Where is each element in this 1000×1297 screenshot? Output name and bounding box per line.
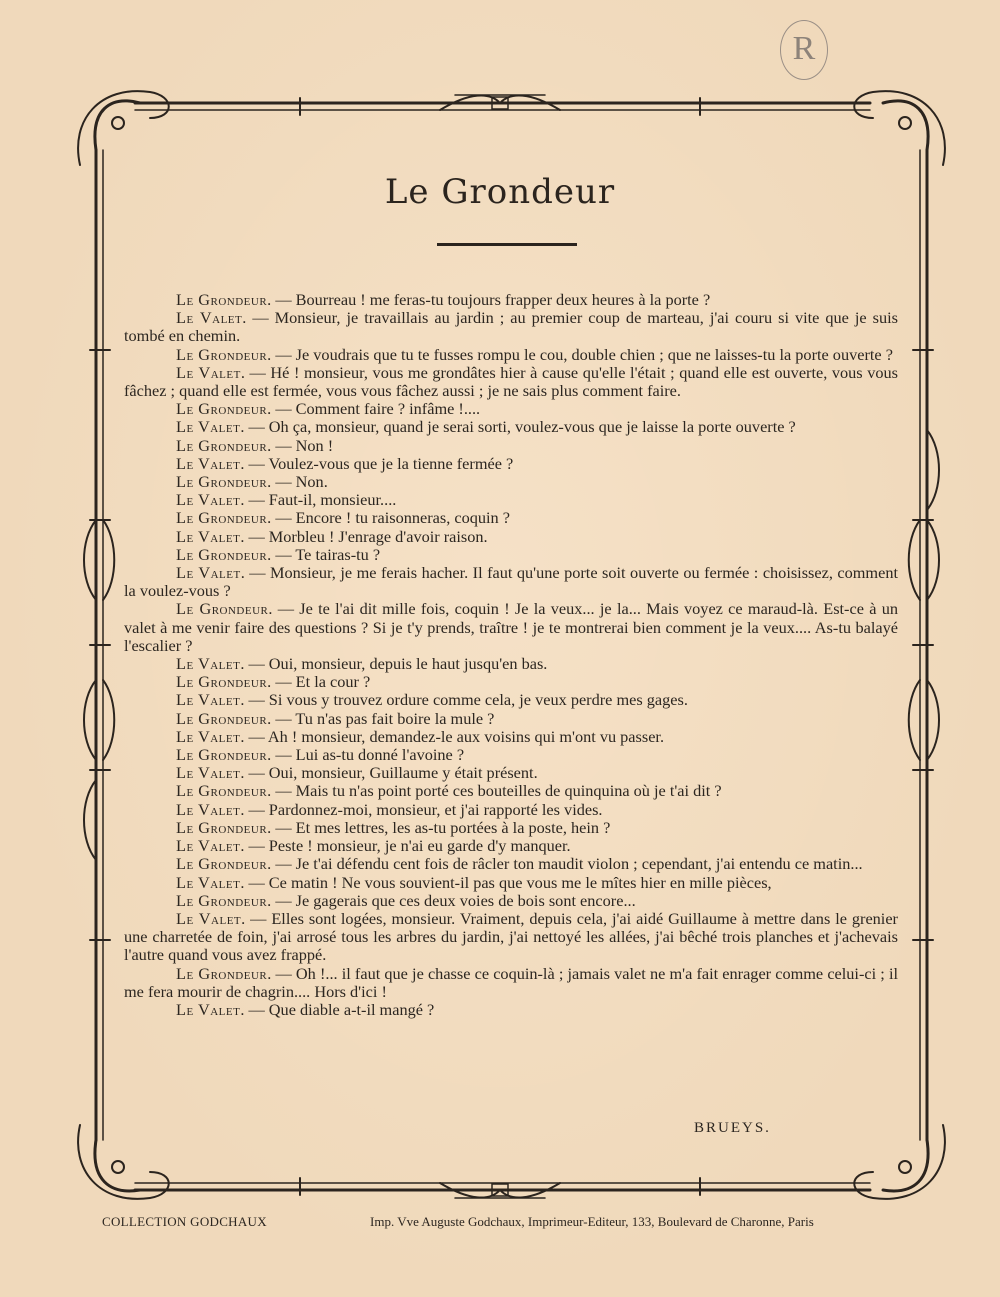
dialogue-line — [124, 837, 898, 855]
speaker-name: Le Valet — [176, 999, 241, 1019]
dialogue-line — [124, 346, 898, 364]
line-text: . — Je t'ai défendu cent fois de râcler ton maudit violon ; cependant, j'ai entendu ce matin... — [267, 854, 863, 874]
speaker-name: Le Valet — [176, 526, 241, 546]
dialogue-line — [124, 491, 898, 509]
speaker-name: Le Grondeur — [176, 672, 268, 692]
line-text: . — Ah ! monsieur, demandez-le aux voisins qui m'ont vu passer. — [240, 726, 665, 746]
line-text: . — Te tairas-tu ? — [267, 544, 381, 564]
dialogue-line — [124, 546, 898, 564]
line-text: . — Je gagerais que ces deux voies de bois sont encore... — [267, 890, 636, 910]
line-text: . — Et la cour ? — [267, 672, 371, 692]
speaker-name: Le Valet — [176, 908, 242, 928]
speaker-name: Le Valet — [176, 690, 241, 710]
speaker-name: Le Valet — [176, 362, 241, 382]
speaker-name: Le Grondeur — [176, 781, 268, 801]
line-text: . — Comment faire ? infâme !.... — [267, 399, 481, 419]
dialogue-line — [124, 874, 898, 892]
dialogue-line — [124, 564, 898, 600]
line-text: . — Encore ! tu raisonneras, coquin ? — [267, 508, 510, 528]
speaker-name: Le Grondeur — [176, 435, 268, 455]
dialogue-line — [124, 528, 898, 546]
title-underline — [437, 243, 577, 246]
speaker-name: Le Grondeur — [176, 472, 268, 492]
line-text: . — Peste ! monsieur, je n'ai eu garde d'y manquer. — [240, 836, 571, 856]
dialogue-line — [124, 400, 898, 418]
speaker-name: Le Grondeur — [176, 963, 268, 983]
speaker-name: Le Grondeur — [176, 854, 268, 874]
dialogue-line — [124, 455, 898, 473]
speaker-name: Le Grondeur — [176, 890, 268, 910]
line-text: . — Monsieur, je travaillais au jardin ; au premier coup de marteau, j'ai couru si vite que je suis tombé en chemin. — [124, 308, 898, 346]
line-text: . — Oui, monsieur, depuis le haut jusqu'en bas. — [240, 654, 548, 674]
dialogue-line — [124, 801, 898, 819]
line-text: . — Lui as-tu donné l'avoine ? — [267, 745, 465, 765]
line-text: . — Faut-il, monsieur.... — [240, 490, 397, 510]
dialogue-text — [124, 291, 898, 1019]
dialogue-line — [124, 710, 898, 728]
speaker-name: Le Grondeur — [176, 745, 268, 765]
dialogue-line — [124, 600, 898, 655]
line-text: . — Morbleu ! J'enrage d'avoir raison. — [240, 526, 488, 546]
speaker-name: Le Valet — [176, 726, 241, 746]
line-text: . — Je te l'ai dit mille fois, coquin ! Je la veux... je la... Mais voyez ce maraud-là. Est-ce à un valet à me venir faire des questions ? Si je t'y prends, traître ! je te montrerai bien comment je la veux.... As-tu balayé l'escalier ? — [124, 599, 898, 655]
speaker-name: Le Grondeur — [176, 708, 268, 728]
stamp-mark: R — [780, 20, 828, 80]
dialogue-line — [124, 728, 898, 746]
dialogue-line — [124, 910, 898, 965]
dialogue-line — [124, 309, 898, 345]
author-signature: BRUEYS. — [694, 1120, 771, 1136]
page-title: Le Grondeur — [384, 172, 616, 212]
speaker-name: Le Valet — [176, 453, 241, 473]
line-text: . — Ce matin ! Ne vous souvient-il pas que vous me le mîtes hier en mille pièces, — [240, 872, 772, 892]
line-text: . — Pardonnez-moi, monsieur, et j'ai rapporté les vides. — [240, 799, 603, 819]
dialogue-line — [124, 855, 898, 873]
speaker-name: Le Valet — [176, 872, 241, 892]
footer-printer: Imp. Vve Auguste Godchaux, Imprimeur-Editeur, 133, Boulevard de Charonne, Paris — [370, 1214, 814, 1229]
dialogue-line — [124, 764, 898, 782]
speaker-name: Le Grondeur — [176, 817, 268, 837]
line-text: . — Je voudrais que tu te fusses rompu le cou, double chien ; que ne laisses-tu la porte ouverte ? — [267, 344, 893, 364]
line-text: . — Oh !... il faut que je chasse ce coquin-là ; jamais valet ne m'a fait enrager comme celui-ci ; il me fera mourir de chagrin.... Hors d'ici ! — [124, 963, 898, 1001]
speaker-name: Le Grondeur — [176, 599, 269, 619]
speaker-name: Le Valet — [176, 836, 241, 856]
line-text: . — Tu n'as pas fait boire la mule ? — [267, 708, 495, 728]
footer-collection: COLLECTION GODCHAUX — [102, 1214, 267, 1229]
speaker-name: Le Valet — [176, 563, 241, 583]
dialogue-line — [124, 655, 898, 673]
speaker-name: Le Valet — [176, 799, 241, 819]
dialogue-line — [124, 746, 898, 764]
dialogue-line — [124, 819, 898, 837]
speaker-name: Le Grondeur — [176, 544, 268, 564]
line-text: . — Oh ça, monsieur, quand je serai sorti, voulez-vous que je laisse la porte ouverte ? — [240, 417, 796, 437]
line-text: . — Hé ! monsieur, vous me grondâtes hier à cause qu'elle l'était ; quand elle est ouverte, vous vous fâchez ; quand elle est fermée, vous vous fâchez aussi ; je ne sais plus comment faire. — [124, 362, 898, 401]
dialogue-line — [124, 673, 898, 691]
speaker-name: Le Valet — [176, 763, 241, 783]
line-text: . — Bourreau ! me feras-tu toujours frapper deux heures à la porte ? — [267, 290, 711, 309]
speaker-name: Le Grondeur — [176, 290, 268, 309]
speaker-name: Le Grondeur — [176, 344, 268, 364]
dialogue-line — [124, 782, 898, 800]
dialogue-line — [124, 1001, 898, 1019]
dialogue-line — [124, 509, 898, 527]
dialogue-line — [124, 418, 898, 436]
speaker-name: Le Valet — [176, 417, 241, 437]
speaker-name: Le Valet — [176, 490, 241, 510]
line-text: . — Et mes lettres, les as-tu portées à la poste, hein ? — [267, 817, 611, 837]
speaker-name: Le Valet — [176, 308, 243, 328]
speaker-name: Le Grondeur — [176, 508, 268, 528]
line-text: . — Mais tu n'as point porté ces bouteilles de quinquina où je t'ai dit ? — [267, 781, 722, 801]
line-text: . — Si vous y trouvez ordure comme cela, je veux perdre mes gages. — [240, 690, 688, 710]
line-text: . — Non. — [267, 472, 328, 492]
dialogue-line — [124, 437, 898, 455]
dialogue-line — [124, 965, 898, 1001]
dialogue-line — [124, 473, 898, 491]
dialogue-line — [124, 892, 898, 910]
speaker-name: Le Valet — [176, 654, 241, 674]
line-text: . — Oui, monsieur, Guillaume y était présent. — [240, 763, 538, 783]
speaker-name: Le Grondeur — [176, 399, 268, 419]
line-text: . — Voulez-vous que je la tienne fermée ? — [240, 453, 514, 473]
dialogue-line — [124, 364, 898, 400]
line-text: . — Non ! — [267, 435, 334, 455]
line-text: . — Que diable a-t-il mangé ? — [240, 999, 435, 1019]
line-text: . — Monsieur, je me ferais hacher. Il faut qu'une porte soit ouverte ou fermée : choisissez, comment la voulez-vous ? — [124, 563, 898, 601]
line-text: . — Elles sont logées, monsieur. Vraiment, depuis cela, j'ai aidé Guillaume à mettre dans le grenier une charretée de foin, j'ai arrosé tous les arbres du jardin, j'ai nettoyé les allées, j'ai bêché trois planches et j'achevais l'autre quand vous avez frappé. — [124, 908, 898, 965]
dialogue-line — [124, 291, 898, 309]
dialogue-line — [124, 691, 898, 709]
